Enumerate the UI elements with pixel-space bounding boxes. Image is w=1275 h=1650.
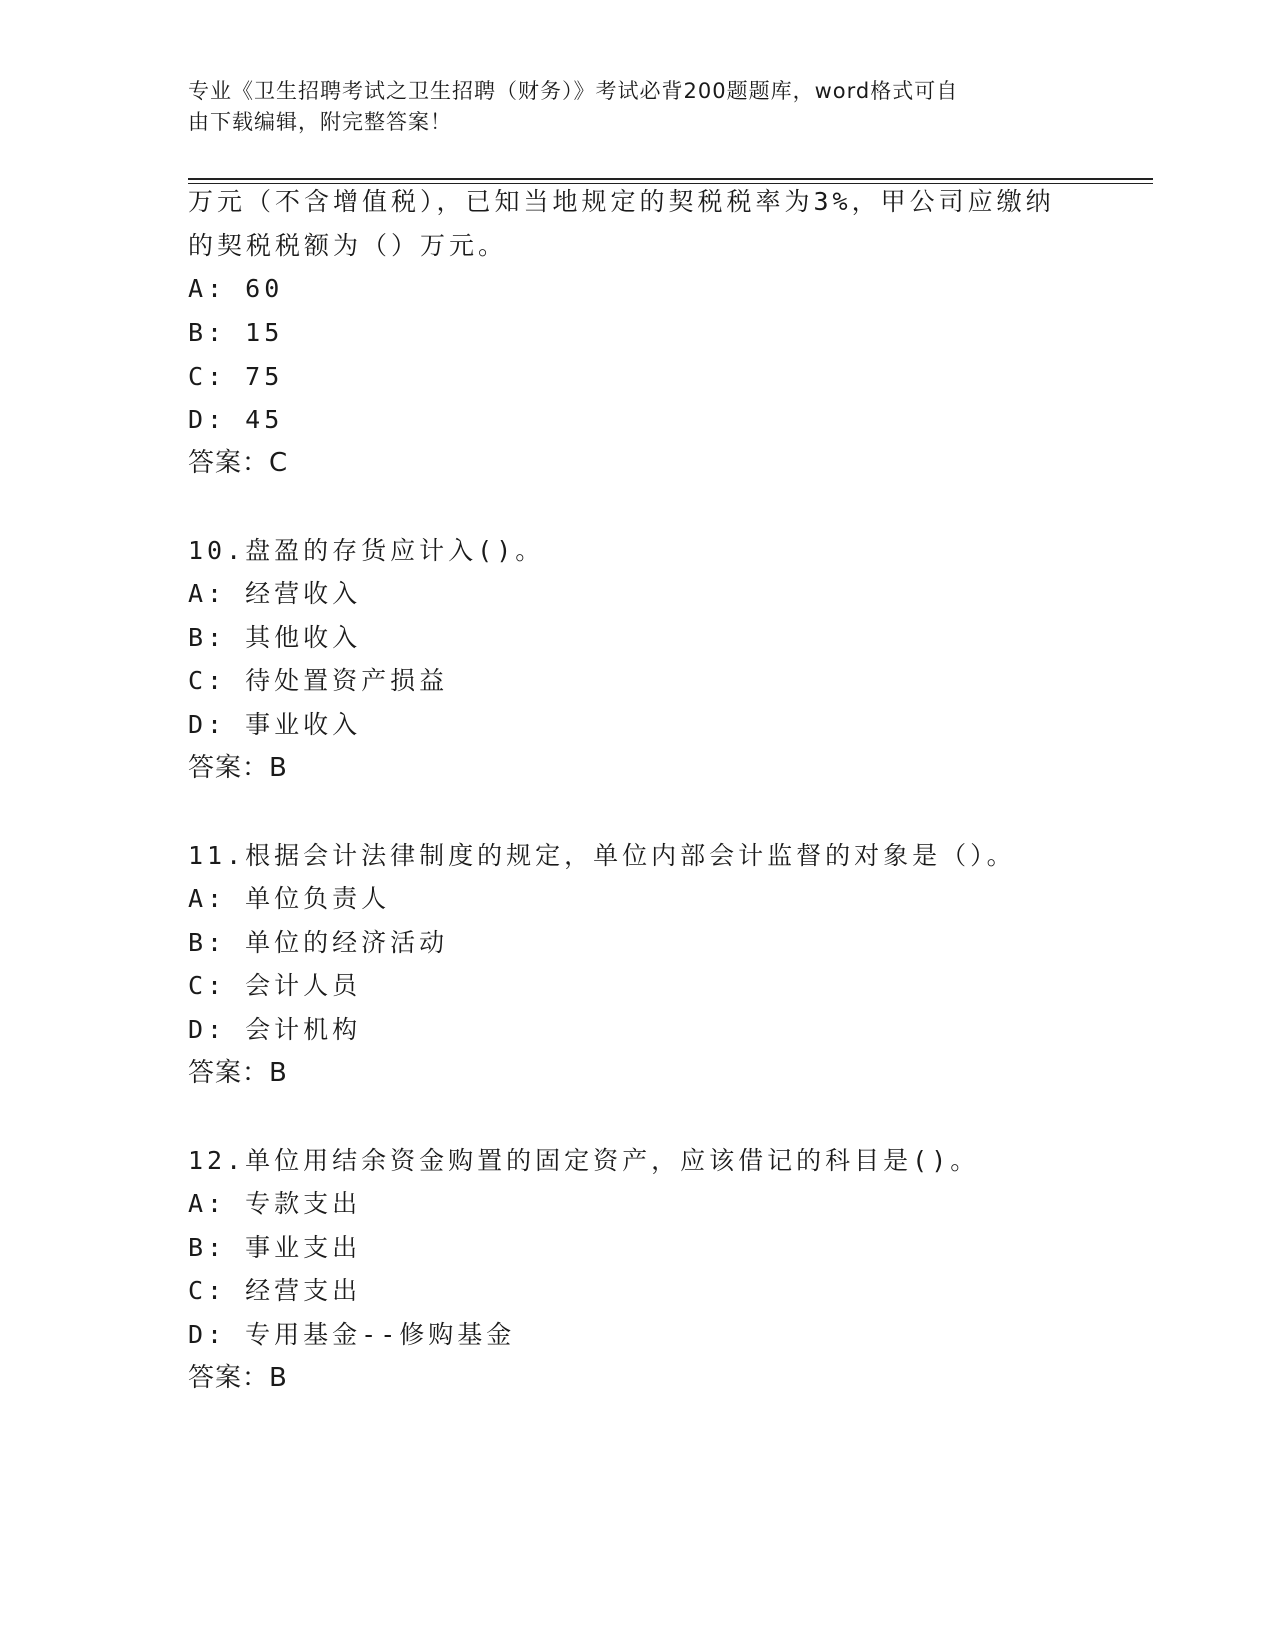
answer-line: 答案：B <box>188 753 288 783</box>
option-b: B: 15 <box>188 318 284 347</box>
header-divider-thick <box>188 178 1153 180</box>
option-b: B: 其他收入 <box>188 623 362 652</box>
option-b: B: 事业支出 <box>188 1233 362 1262</box>
option-c: C: 待处置资产损益 <box>188 666 449 695</box>
question-stem-continued-line-2: 的契税税额为（）万元。 <box>188 231 508 260</box>
option-d: D: 事业收入 <box>188 710 362 739</box>
option-d: D: 45 <box>188 405 284 434</box>
option-b: B: 单位的经济活动 <box>188 928 449 957</box>
question-stem-continued-line-1: 万元（不含增值税），已知当地规定的契税税率为3%，甲公司应缴纳 <box>188 187 1055 216</box>
option-d: D: 会计机构 <box>188 1015 362 1044</box>
option-a: A: 专款支出 <box>188 1189 362 1218</box>
option-c: C: 75 <box>188 362 284 391</box>
option-a: A: 经营收入 <box>188 579 362 608</box>
question-11-stem: 11.根据会计法律制度的规定，单位内部会计监督的对象是（）。 <box>188 841 1016 870</box>
answer-line: 答案：B <box>188 1058 288 1088</box>
answer-line: 答案：B <box>188 1363 288 1393</box>
option-a: A: 单位负责人 <box>188 884 391 913</box>
question-10-stem: 10.盘盈的存货应计入()。 <box>188 536 545 565</box>
header-title-line-2: 由下载编辑，附完整答案！ <box>188 110 452 134</box>
header-divider-thin <box>188 183 1153 184</box>
document-header <box>188 76 1068 138</box>
option-c: C: 经营支出 <box>188 1276 362 1305</box>
option-d: D: 专用基金--修购基金 <box>188 1320 516 1349</box>
option-c: C: 会计人员 <box>188 971 362 1000</box>
answer-line: 答案：C <box>188 448 289 478</box>
option-a: A: 60 <box>188 274 284 303</box>
header-title-line-1: 专业《卫生招聘考试之卫生招聘（财务）》考试必背200题题库，word格式可自 <box>188 79 959 103</box>
question-12-stem: 12.单位用结余资金购置的固定资产，应该借记的科目是()。 <box>188 1146 980 1175</box>
